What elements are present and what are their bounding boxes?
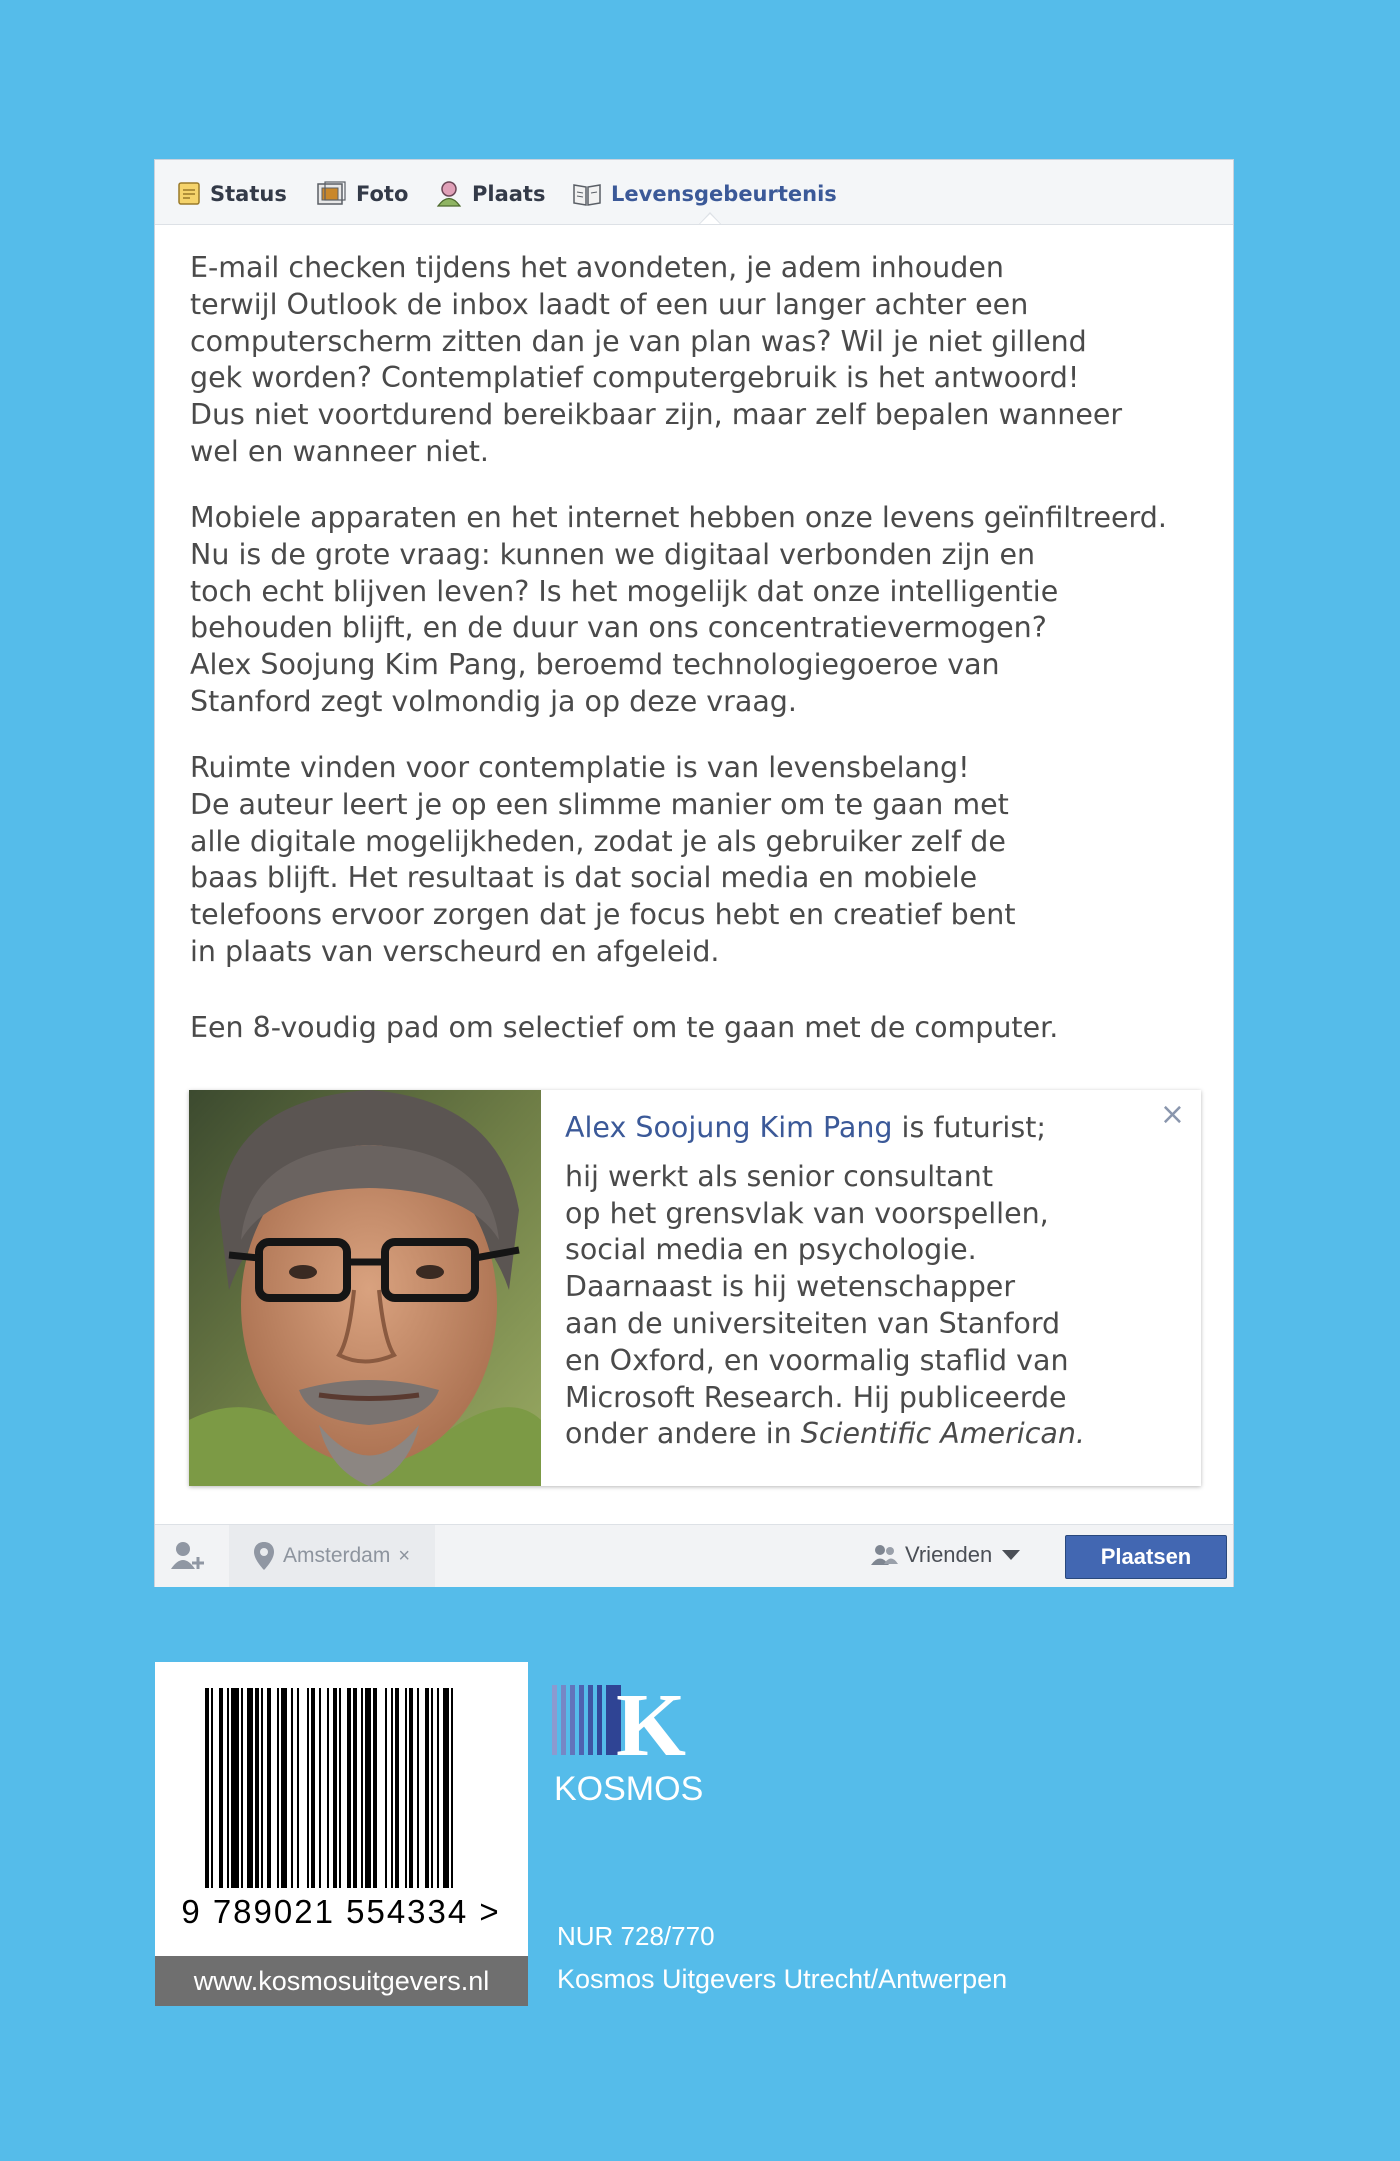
logo-stripe [597,1685,602,1755]
barcode-bar [451,1688,453,1888]
author-bio-body: hij werkt als senior consultant op het grensvlak van voorspellen, social media en psychologie. Daarnaast is hij wetenschapper aan de universiteiten van Stanford en Oxford, en voormalig staflid van Microsoft Research. Hij publiceerde onder andere in [565,1159,1069,1451]
post-button[interactable]: Plaatsen [1065,1535,1227,1579]
barcode-bar [405,1688,407,1888]
logo-stripe [570,1685,575,1755]
barcode-bar [311,1688,315,1888]
logo-stripe [579,1685,584,1755]
status-icon [177,181,201,207]
tab-life-event[interactable] [572,178,837,210]
place-pin-icon [435,179,463,209]
barcode-bars [155,1662,528,1956]
tab-status-label: Status [210,182,287,206]
publisher-name: Kosmos Uitgevers Utrecht/Antwerpen [557,1964,1008,1994]
barcode-bar [373,1688,377,1888]
logo-wordmark: KOSMOS [554,1770,704,1808]
author-bio-publication: Scientific American. [800,1417,1085,1451]
composer-bottom-bar [155,1524,1233,1587]
barcode-bar [281,1688,287,1888]
tab-photo[interactable] [317,178,408,210]
barcode-bar [247,1688,253,1888]
publisher-website: www.kosmosuitgevers.nl [155,1956,528,2006]
barcode-bar [219,1688,223,1888]
barcode-bar [261,1688,263,1888]
barcode-bar [395,1688,399,1888]
barcode-bar [267,1688,271,1888]
composer-tab-bar [155,160,1233,225]
body-paragraph-2: Mobiele apparaten en het internet hebben onze levens geïnfiltreerd. Nu is de grote vraag: kunnen we digitaal verbonden zijn en toch echt blijven leven? Is het mogelijk dat onze intelligentie behouden blijft, en de duur van ons concentratievermogen? Alex Soojung Kim Pang, beroemd technologiegoeroe van Stanford zegt volmondig ja op deze vraag. [190,501,1167,718]
barcode-bar [339,1688,341,1888]
photo-icon [317,181,347,207]
friends-icon [871,1544,899,1566]
author-bio-text [565,1159,1185,1453]
author-bio [565,1110,1185,1453]
close-icon[interactable]: × [1159,1097,1185,1132]
nur-code: NUR 728/770 [557,1921,715,1951]
location-label: Amsterdam [283,1544,391,1567]
logo-stripe [588,1685,593,1755]
barcode-bar [431,1688,433,1888]
author-photo [189,1090,541,1486]
audience-label: Vrienden [905,1542,993,1567]
barcode-bar [327,1688,329,1888]
logo-stripe [561,1685,566,1755]
barcode-bar [361,1688,363,1888]
tab-status[interactable] [177,178,287,210]
barcode-bar [277,1688,279,1888]
caret-down-icon [1002,1550,1020,1560]
isbn-digits: 9 789021 554334 > [181,1893,501,1930]
location-pin-icon [253,1541,275,1571]
tab-photo-label: Foto [356,182,409,206]
barcode-bar [291,1688,293,1888]
kosmos-logo [550,1682,720,1812]
barcode-bar [319,1688,321,1888]
author-attachment [189,1090,1201,1486]
body-paragraph-1: E-mail checken tijdens het avondeten, je adem inhouden terwijl Outlook de inbox laadt of een uur langer achter een computerscherm zitten dan je van plan was? Wil je niet gillend gek worden? Contemplatief computergebruik is het antwoord! Dus niet voortdurend bereikbaar zijn, maar zelf bepalen wanneer wel en wanneer niet. [190,251,1123,468]
barcode-bar [425,1688,429,1888]
barcode-bar [417,1688,419,1888]
barcode-bar [211,1688,213,1888]
author-intro [565,1110,1185,1147]
body-paragraph-4: Een 8-voudig pad om selectief om te gaan met de computer. [190,1011,1059,1044]
barcode-bar [409,1688,413,1888]
tab-place-label: Plaats [472,182,546,206]
audience-selector[interactable] [871,1542,1020,1568]
barcode-bar [297,1688,299,1888]
life-event-book-icon [572,181,602,207]
author-name-link[interactable]: Alex Soojung Kim Pang [565,1111,893,1144]
barcode-bar [391,1688,393,1888]
tab-life-event-label: Levensgebeurtenis [611,182,837,206]
barcode-bar [205,1688,209,1888]
barcode-bar [353,1688,357,1888]
barcode-bar [437,1688,439,1888]
tag-friends-icon[interactable] [169,1539,209,1573]
location-chip[interactable] [229,1525,435,1587]
barcode-bar [347,1688,351,1888]
barcode-bar [231,1688,239,1888]
barcode-bar [307,1688,309,1888]
author-role: is futurist; [892,1111,1046,1144]
barcode-bar [241,1688,243,1888]
logo-stripe [552,1685,557,1755]
location-remove-icon[interactable]: × [398,1544,411,1567]
logo-letter: K [616,1682,687,1775]
active-tab-pointer-fill [700,214,720,224]
body-paragraph-3: Ruimte vinden voor contemplatie is van levensbelang! De auteur leert je op een slimme manier om te gaan met alle digitale mogelijkheden, zodat je als gebruiker zelf de baas blijft. Het resultaat is dat social media en mobiele telefoons ervoor zorgen dat je focus hebt en creatief bent in plaats van verscheurd en afgeleid. [190,751,1016,968]
barcode-bar [227,1688,229,1888]
barcode-bar [255,1688,259,1888]
barcode-bar [333,1688,337,1888]
barcode [155,1662,528,2006]
barcode-bar-group [205,1688,453,1888]
barcode-bar [365,1688,371,1888]
barcode-bar [443,1688,449,1888]
post-composer-card [154,159,1234,1587]
barcode-bar [385,1688,387,1888]
tab-place[interactable] [435,178,545,210]
